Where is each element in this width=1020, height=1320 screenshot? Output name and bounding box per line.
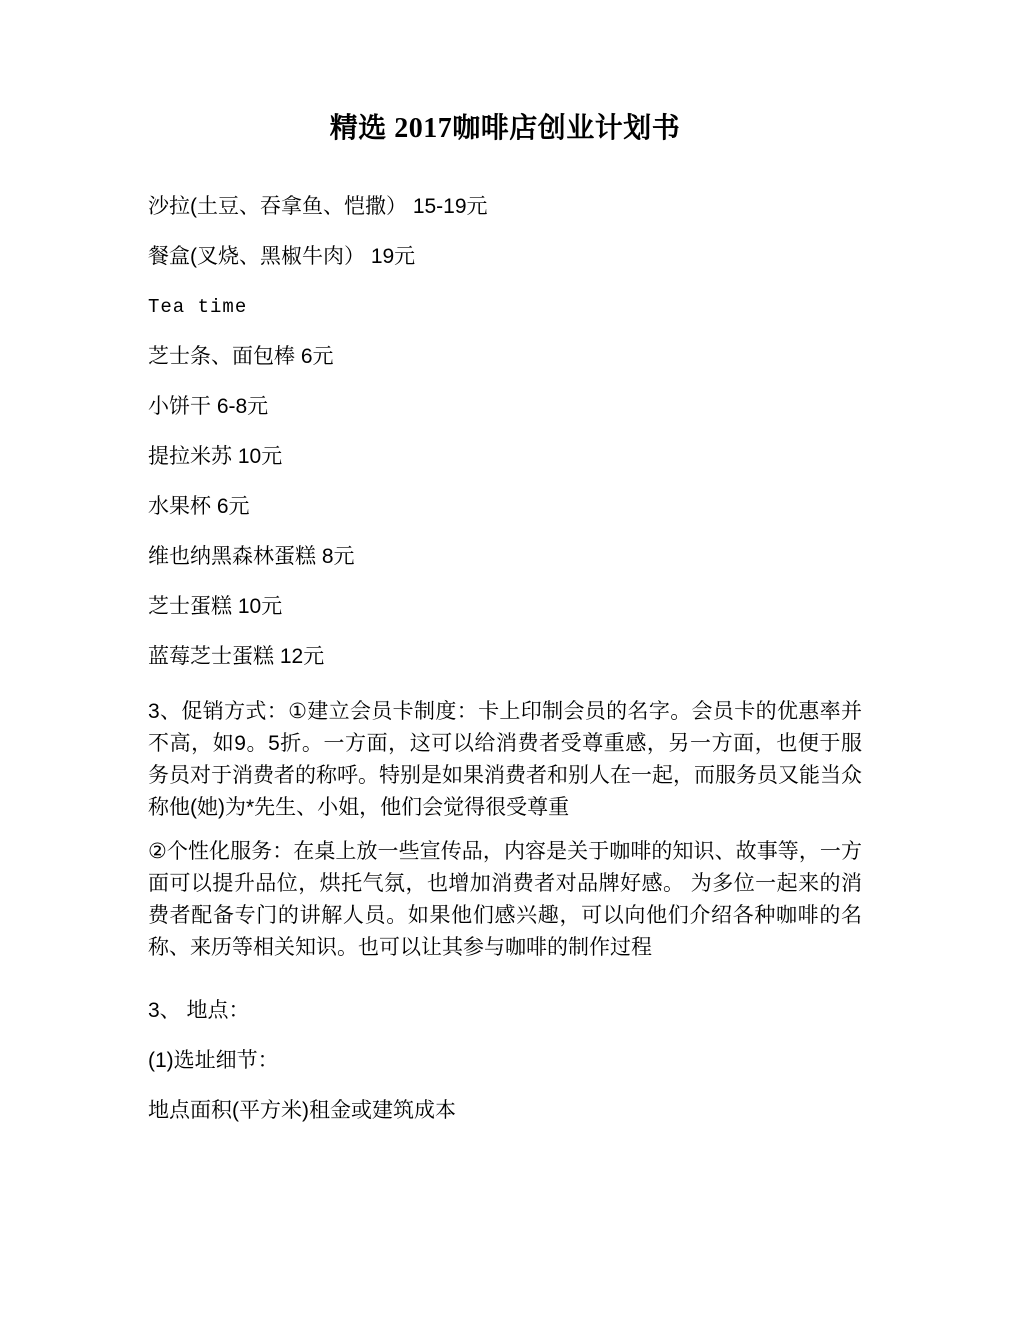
paragraph-personalized-service: ②个性化服务：在桌上放一些宣传品，内容是关于咖啡的知识、故事等，一方面可以提升品位，烘托气氛，也增加消费者对品牌好感。 为多位一起来的消费者配备专门的讲解人员。如果他们感兴趣，可以向他们介绍各种咖啡的名称、来历等相关知识。也可以让其参与咖啡的制作过程 <box>148 839 862 959</box>
subheading-site-details: (1)选址细节： <box>148 1048 279 1072</box>
document-content <box>148 0 862 1136</box>
line-location-area-rent: 地点面积(平方米)租金或建筑成本 <box>148 1098 456 1122</box>
menu-item-cheese-sticks: 芝士条、面包棒 6元 <box>148 344 334 368</box>
menu-item-cookies: 小饼干 6-8元 <box>148 394 269 418</box>
menu-section-tea-time: Tea time <box>148 295 248 318</box>
menu-item-cheesecake: 芝士蛋糕 10元 <box>148 594 283 618</box>
menu-price-list <box>148 182 862 682</box>
heading-location: 3、 地点： <box>148 998 250 1022</box>
section-spacer-2 <box>148 964 862 986</box>
menu-item-fruit-cup: 水果杯 6元 <box>148 494 250 518</box>
menu-item-tiramisu: 提拉米苏 10元 <box>148 444 283 468</box>
menu-item-bento: 餐盒(叉烧、黑椒牛肉） 19元 <box>148 244 416 268</box>
menu-item-blueberry-cheesecake: 蓝莓芝士蛋糕 12元 <box>148 644 325 668</box>
menu-item-salad: 沙拉(土豆、吞拿鱼、恺撒） 15-19元 <box>148 194 488 218</box>
paragraph-promotion-methods: 3、促销方式：①建立会员卡制度：卡上印制会员的名字。会员卡的优惠率并不高，如9。5折。一方面，这可以给消费者受尊重感，另一方面，也便于服务员对于消费者的称呼。特别是如果消费者和别人在一起，而服务员又能当众称他(她)为*先生、小姐，他们会觉得很受尊重 <box>148 699 862 819</box>
section-spacer <box>148 682 862 696</box>
menu-item-black-forest-cake: 维也纳黑森林蛋糕 8元 <box>148 544 355 568</box>
page-title: 精选 2017咖啡店创业计划书 <box>329 113 681 144</box>
